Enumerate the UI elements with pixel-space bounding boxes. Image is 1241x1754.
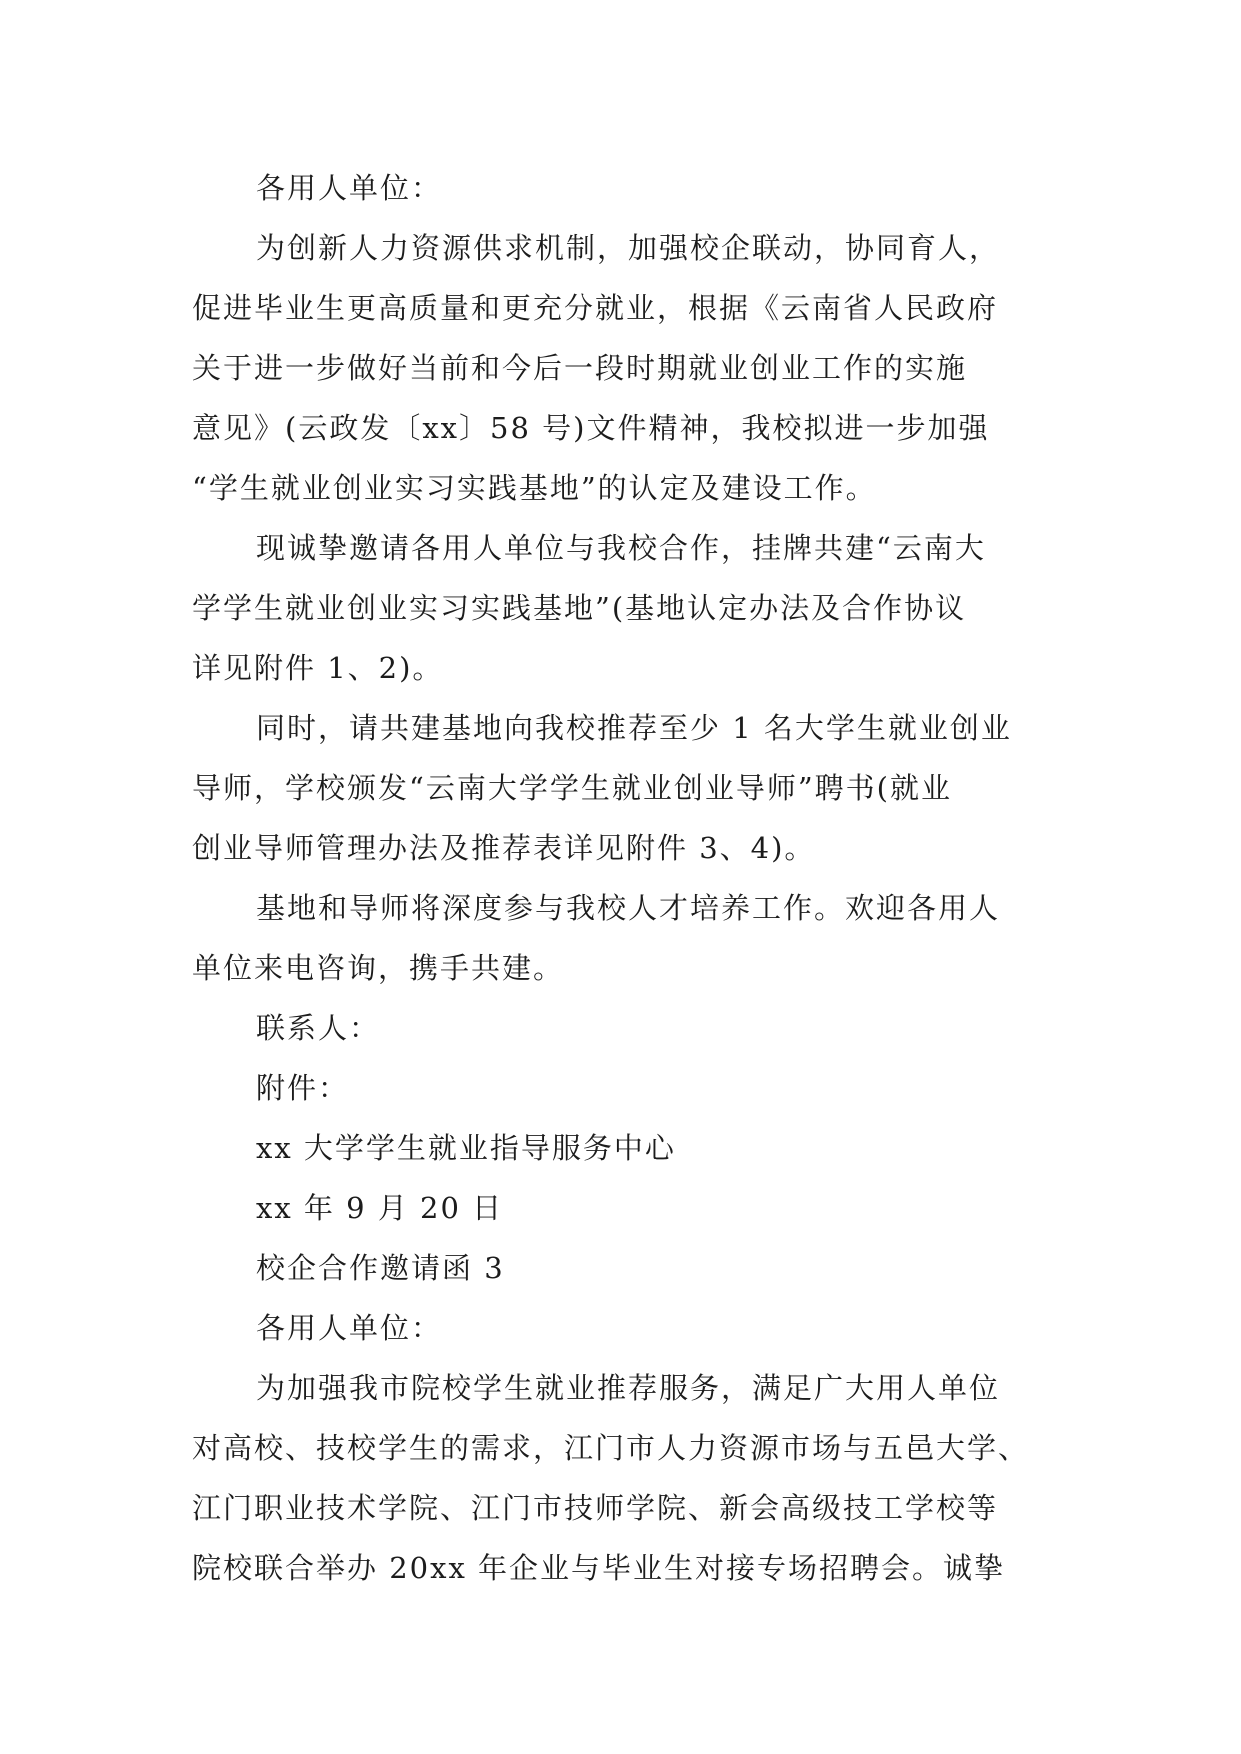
document-body xyxy=(192,158,1052,1598)
text-line: 促进毕业生更高质量和更充分就业，根据《云南省人民政府 xyxy=(192,291,999,325)
text-line: xx 大学学生就业指导服务中心 xyxy=(256,1131,676,1165)
text-line: 详见附件 1、2)。 xyxy=(192,651,444,685)
text-line: 基地和导师将深度参与我校人才培养工作。欢迎各用人 xyxy=(256,891,1001,925)
text-line: 导师，学校颁发“云南大学学生就业创业导师”聘书(就业 xyxy=(192,771,952,805)
text-line: 江门职业技术学院、江门市技师学院、新会高级技工学校等 xyxy=(192,1491,999,1525)
text-line: 单位来电咨询，携手共建。 xyxy=(192,951,565,985)
text-line: xx 年 9 月 20 日 xyxy=(256,1191,504,1225)
text-line: 校企合作邀请函 3 xyxy=(256,1251,505,1285)
text-line: 联系人： xyxy=(256,1011,381,1045)
text-line: 各用人单位： xyxy=(256,171,443,205)
text-line: 各用人单位： xyxy=(256,1311,443,1345)
text-line: 院校联合举办 20xx 年企业与毕业生对接专场招聘会。诚挚 xyxy=(192,1551,1006,1585)
text-line: 为加强我市院校学生就业推荐服务，满足广大用人单位 xyxy=(256,1371,1001,1405)
text-line: 附件： xyxy=(256,1071,350,1105)
text-line: 现诚挚邀请各用人单位与我校合作，挂牌共建“云南大 xyxy=(256,531,986,565)
text-line: 意见》(云政发〔xx〕58 号)文件精神，我校拟进一步加强 xyxy=(192,411,990,445)
text-line: 为创新人力资源供求机制，加强校企联动，协同育人， xyxy=(256,231,1001,265)
text-line: 同时，请共建基地向我校推荐至少 1 名大学生就业创业 xyxy=(256,711,1012,745)
text-line: “学生就业创业实习实践基地”的认定及建设工作。 xyxy=(192,471,877,505)
text-line: 学学生就业创业实习实践基地”(基地认定办法及合作协议 xyxy=(192,591,967,625)
text-line: 对高校、技校学生的需求，江门市人力资源市场与五邑大学、 xyxy=(192,1431,1030,1465)
text-line: 创业导师管理办法及推荐表详见附件 3、4)。 xyxy=(192,831,816,865)
text-line: 关于进一步做好当前和今后一段时期就业创业工作的实施 xyxy=(192,351,968,385)
